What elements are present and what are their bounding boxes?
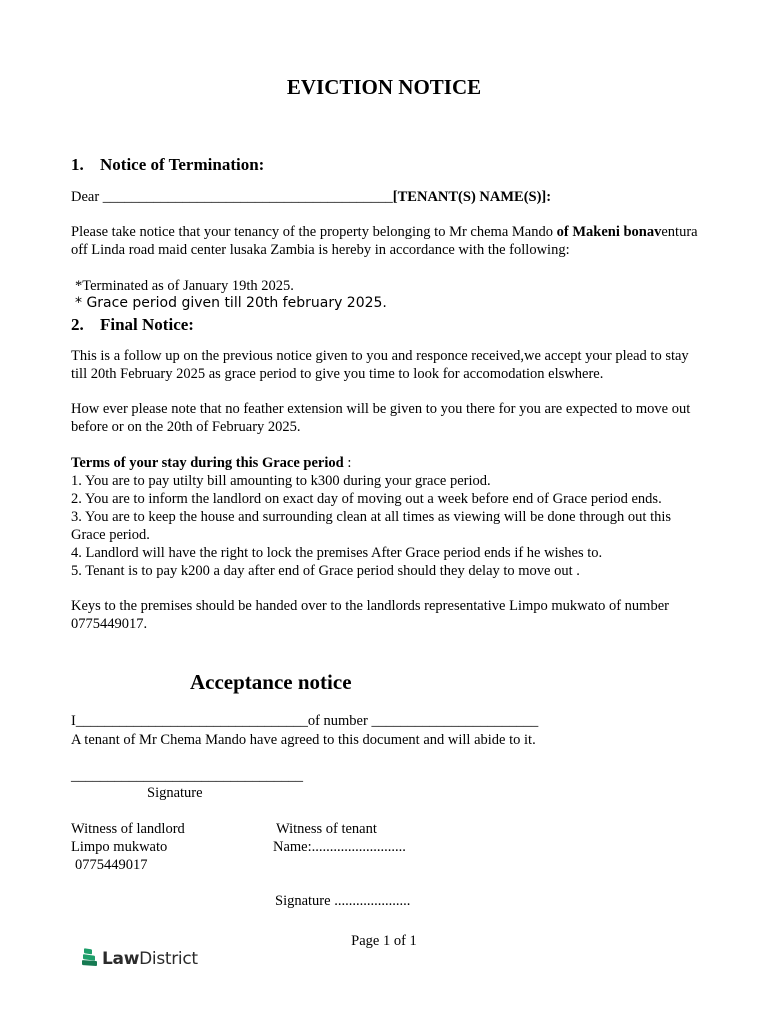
list-item: 3. You are to keep the house and surrounding clean at all times as viewing will be done through out this Grace period. (71, 509, 672, 543)
dear-line (71, 188, 551, 206)
signature-label: Signature (147, 785, 203, 801)
tenant-witness-signature: Signature ..................... (275, 893, 411, 909)
witness-landlord-label: Witness of landlord (71, 821, 185, 837)
document-title: EVICTION NOTICE (286, 75, 482, 99)
list-item: 2. You are to inform the landlord on exact day of moving out a week before end of Grace period ends. (71, 491, 662, 507)
acceptance-heading: Acceptance notice (190, 670, 352, 694)
logo-text-law: Law (102, 949, 140, 969)
tenant-name-placeholder: [TENANT(S) NAME(S)]: (392, 189, 552, 205)
grace-line: * Grace period given till 20th february 2025. (75, 295, 387, 311)
section-2-heading (71, 315, 194, 335)
terms-heading-text: Terms of your stay during this Grace period (71, 455, 344, 471)
landlord-witness-name: Limpo mukwato (71, 839, 168, 855)
landlord-witness-number: 0775449017 (75, 857, 148, 873)
witness-tenant-label: Witness of tenant (276, 821, 377, 837)
logo-text-district: District (139, 949, 198, 969)
lawdistrict-logo (82, 948, 198, 970)
notice-text-c: entura off Linda road maid center lusaka Zambia is hereby in accordance with the following: (71, 224, 698, 258)
tenant-witness-name: Name:.......................... (273, 839, 406, 855)
terms-list (71, 472, 701, 580)
dear-prefix: Dear ________________________________________ (71, 189, 393, 205)
acceptance-line-2: A tenant of Mr Chema Mando have agreed to this document and will abide to it. (71, 732, 536, 748)
logo-mark-icon (82, 947, 98, 972)
final-notice-paragraph-1: This is a follow up on the previous notice given to you and responce received,we accept your plead to stay till 20th February 2025 as grace period to give you time to look for accomodation elswhere. (71, 348, 689, 382)
signature-line: ________________________________ (71, 768, 303, 784)
logo-text (102, 949, 198, 969)
terms-colon: : (343, 455, 352, 471)
terminated-line: *Terminated as of January 19th 2025. (75, 278, 294, 294)
list-item: 1. You are to pay utilty bill amounting to k300 during your grace period. (71, 473, 491, 489)
section-1-title: Notice of Termination: (100, 155, 265, 174)
notice-paragraph (71, 223, 701, 259)
keys-paragraph: Keys to the premises should be handed over to the landlords representative Limpo mukwato of number 0775449017. (71, 598, 669, 632)
section-1-heading (71, 155, 264, 175)
list-item: 5. Tenant is to pay k200 a day after end of Grace period should they delay to move out . (71, 563, 580, 579)
notice-text-bold: of Makeni bonav (556, 224, 662, 240)
notice-text-a: Please take notice that your tenancy of the property belonging to Mr chema Mando (71, 224, 557, 240)
acceptance-line-1: I________________________________of number _______________________ (71, 713, 539, 729)
final-notice-paragraph-2: How ever please note that no feather extension will be given to you there for you are expected to move out before or on the 20th of February 2025. (71, 401, 691, 435)
terms-heading (71, 454, 351, 472)
page-number: Page 1 of 1 (351, 933, 417, 949)
section-1-number: 1. (71, 155, 84, 174)
list-item: 4. Landlord will have the right to lock the premises After Grace period ends if he wishes to. (71, 545, 603, 561)
section-2-title: Final Notice: (100, 315, 194, 334)
section-2-number: 2. (71, 315, 84, 334)
